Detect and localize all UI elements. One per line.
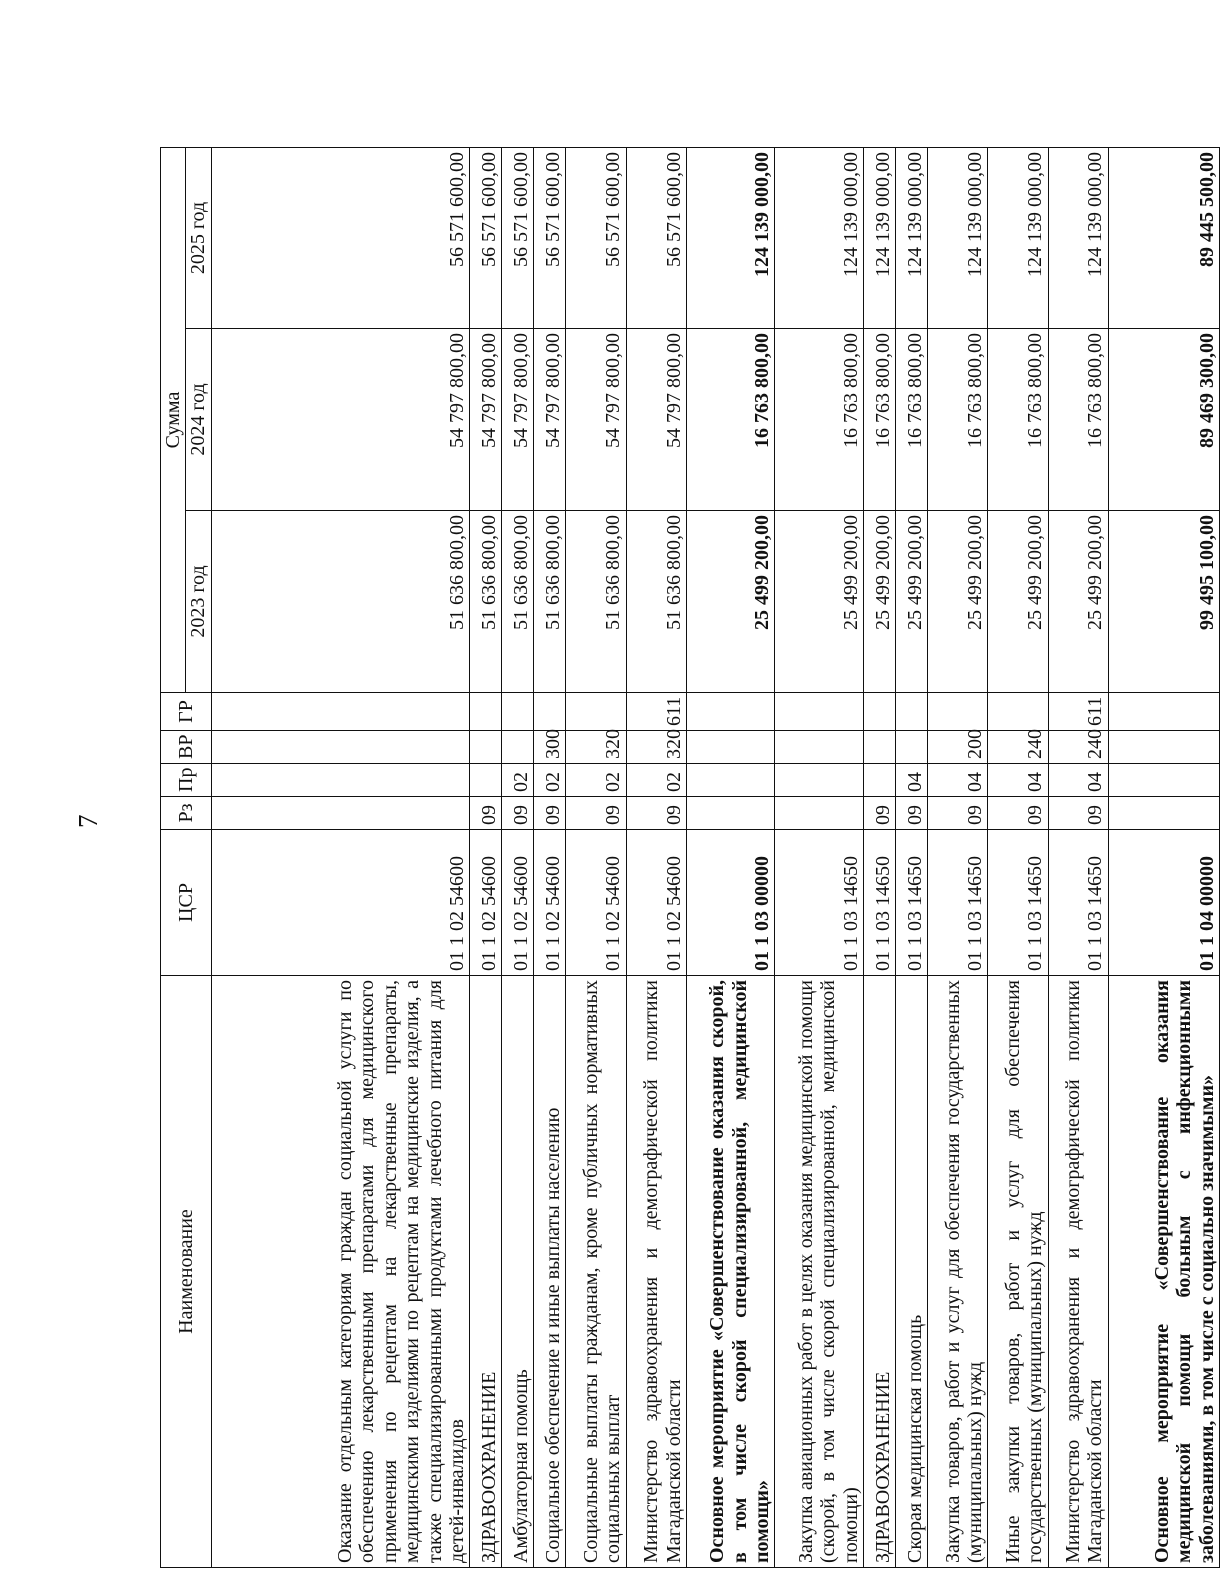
- budget-table-container: [160, 148, 1220, 1568]
- cell-csr: 01 1 02 54600: [534, 830, 566, 976]
- cell-y2025: 56 571 600,00: [626, 147, 686, 328]
- header-2023: 2023 год: [186, 511, 211, 693]
- cell-y2025: 124 139 000,00: [928, 147, 988, 328]
- cell-rz: 09: [626, 797, 686, 830]
- cell-y2023: 51 636 800,00: [566, 511, 626, 693]
- cell-vr: 240: [988, 731, 1048, 764]
- cell-pr: 04: [928, 764, 988, 797]
- table-row: [502, 147, 534, 1567]
- cell-y2024: 54 797 800,00: [502, 329, 534, 511]
- table-row: [1108, 147, 1219, 1567]
- cell-pr: 02: [626, 764, 686, 797]
- cell-vr: [470, 731, 502, 764]
- table-row: [775, 147, 864, 1567]
- cell-vr: [1108, 731, 1219, 764]
- cell-gr: [864, 693, 896, 731]
- cell-vr: 320: [626, 731, 686, 764]
- cell-y2025: 124 139 000,00: [686, 147, 775, 328]
- cell-pr: [686, 764, 775, 797]
- cell-csr: 01 1 02 54600: [566, 830, 626, 976]
- cell-vr: 300: [534, 731, 566, 764]
- cell-name: Министерство здравоохранения и демографической политики Магаданской области: [1048, 976, 1108, 1568]
- cell-vr: 200: [928, 731, 988, 764]
- cell-csr: 01 1 03 14650: [775, 830, 864, 976]
- cell-rz: 09: [864, 797, 896, 830]
- cell-y2024: 16 763 800,00: [988, 329, 1048, 511]
- header-csr: ЦСР: [161, 830, 212, 976]
- cell-rz: [775, 797, 864, 830]
- cell-y2024: 54 797 800,00: [534, 329, 566, 511]
- cell-y2025: 56 571 600,00: [211, 147, 470, 328]
- cell-name: Оказание отдельным категориям граждан социальной услуги по обеспечению лекарственными препаратами для медицинского применения по рецептам на лекарственные препараты, медицинскими изделиями по рецептам на медицинские изделия, а также специализированными продуктами лечебного питания для детей-инвалидов: [211, 976, 470, 1568]
- cell-vr: [896, 731, 928, 764]
- cell-vr: [686, 731, 775, 764]
- cell-y2025: 56 571 600,00: [502, 147, 534, 328]
- cell-y2024: 16 763 800,00: [928, 329, 988, 511]
- cell-vr: 240: [1048, 731, 1108, 764]
- cell-y2024: 54 797 800,00: [470, 329, 502, 511]
- cell-rz: [211, 797, 470, 830]
- cell-name: Иные закупки товаров, работ и услуг для обеспечения государственных (муниципальных) нужд: [988, 976, 1048, 1568]
- cell-gr: [686, 693, 775, 731]
- cell-y2024: 54 797 800,00: [566, 329, 626, 511]
- cell-y2023: 51 636 800,00: [534, 511, 566, 693]
- cell-pr: [864, 764, 896, 797]
- cell-y2024: 89 469 300,00: [1108, 329, 1219, 511]
- cell-y2023: 51 636 800,00: [470, 511, 502, 693]
- cell-csr: 01 1 04 00000: [1108, 830, 1219, 976]
- cell-pr: 04: [988, 764, 1048, 797]
- cell-y2024: 54 797 800,00: [211, 329, 470, 511]
- cell-rz: 09: [928, 797, 988, 830]
- cell-name: Закупка авиационных работ в целях оказания медицинской помощи (скорой, в том числе скорой специализированной, медицинской помощи): [775, 976, 864, 1568]
- cell-gr: [502, 693, 534, 731]
- cell-name: Основное мероприятие «Совершенствование оказания скорой, в том числе скорой специализированной, медицинской помощи»: [686, 976, 775, 1568]
- cell-y2023: 25 499 200,00: [864, 511, 896, 693]
- cell-y2023: 25 499 200,00: [896, 511, 928, 693]
- header-2024: 2024 год: [186, 329, 211, 511]
- cell-csr: 01 1 02 54600: [502, 830, 534, 976]
- cell-pr: [211, 764, 470, 797]
- cell-csr: 01 1 03 14650: [864, 830, 896, 976]
- cell-y2024: 16 763 800,00: [686, 329, 775, 511]
- cell-y2023: 51 636 800,00: [211, 511, 470, 693]
- cell-rz: 09: [470, 797, 502, 830]
- cell-rz: 09: [1048, 797, 1108, 830]
- cell-name: Министерство здравоохранения и демографической политики Магаданской области: [626, 976, 686, 1568]
- cell-pr: [470, 764, 502, 797]
- cell-pr: 04: [896, 764, 928, 797]
- cell-y2025: 124 139 000,00: [896, 147, 928, 328]
- cell-y2023: 51 636 800,00: [626, 511, 686, 693]
- table-row: [566, 147, 626, 1567]
- budget-table: [160, 147, 1220, 1568]
- cell-gr: [566, 693, 626, 731]
- cell-gr: [928, 693, 988, 731]
- cell-y2024: 16 763 800,00: [1048, 329, 1108, 511]
- cell-pr: 04: [1048, 764, 1108, 797]
- cell-csr: 01 1 02 54600: [211, 830, 470, 976]
- cell-rz: [686, 797, 775, 830]
- cell-rz: 09: [988, 797, 1048, 830]
- cell-name: Закупка товаров, работ и услуг для обеспечения государственных (муниципальных) нужд: [928, 976, 988, 1568]
- header-name: Наименование: [161, 976, 212, 1568]
- cell-y2023: 99 495 100,00: [1108, 511, 1219, 693]
- header-vr: ВР: [161, 731, 212, 764]
- table-row: [896, 147, 928, 1567]
- table-row: [988, 147, 1048, 1567]
- cell-y2023: 25 499 200,00: [775, 511, 864, 693]
- cell-gr: [470, 693, 502, 731]
- cell-name: Амбулаторная помощь: [502, 976, 534, 1568]
- cell-gr: [1108, 693, 1219, 731]
- cell-y2023: 25 499 200,00: [1048, 511, 1108, 693]
- cell-pr: [775, 764, 864, 797]
- header-2025: 2025 год: [186, 147, 211, 328]
- cell-y2025: 56 571 600,00: [534, 147, 566, 328]
- cell-y2025: 124 139 000,00: [1048, 147, 1108, 328]
- table-row: [686, 147, 775, 1567]
- cell-gr: [775, 693, 864, 731]
- cell-y2025: 124 139 000,00: [864, 147, 896, 328]
- cell-rz: 09: [896, 797, 928, 830]
- cell-name: Социальные выплаты гражданам, кроме публичных нормативных социальных выплат: [566, 976, 626, 1568]
- cell-y2025: 89 445 500,00: [1108, 147, 1219, 328]
- cell-y2023: 25 499 200,00: [928, 511, 988, 693]
- cell-y2024: 16 763 800,00: [864, 329, 896, 511]
- cell-gr: [211, 693, 470, 731]
- header-pr: Пр: [161, 764, 212, 797]
- table-row: [534, 147, 566, 1567]
- cell-y2025: 124 139 000,00: [775, 147, 864, 328]
- cell-name: Скорая медицинская помощь: [896, 976, 928, 1568]
- cell-csr: 01 1 02 54600: [470, 830, 502, 976]
- cell-csr: 01 1 02 54600: [626, 830, 686, 976]
- cell-gr: 611: [626, 693, 686, 731]
- cell-pr: [1108, 764, 1219, 797]
- cell-csr: 01 1 03 14650: [928, 830, 988, 976]
- table-row: [1048, 147, 1108, 1567]
- table-header: [161, 147, 212, 1567]
- cell-rz: [1108, 797, 1219, 830]
- cell-rz: 09: [502, 797, 534, 830]
- cell-y2023: 25 499 200,00: [988, 511, 1048, 693]
- cell-csr: 01 1 03 00000: [686, 830, 775, 976]
- header-sum: Сумма: [161, 147, 186, 692]
- cell-csr: 01 1 03 14650: [896, 830, 928, 976]
- cell-name: Основное мероприятие «Совершенствование оказания медицинской помощи больным с инфекционными заболеваниями, в том числе с социально значимыми»: [1108, 976, 1219, 1568]
- header-gr: ГР: [161, 693, 212, 731]
- cell-vr: [211, 731, 470, 764]
- cell-gr: 611: [1048, 693, 1108, 731]
- cell-y2024: 16 763 800,00: [896, 329, 928, 511]
- table-row: [626, 147, 686, 1567]
- cell-name: Социальное обеспечение и иные выплаты населению: [534, 976, 566, 1568]
- cell-pr: 02: [502, 764, 534, 797]
- cell-gr: [896, 693, 928, 731]
- cell-y2025: 56 571 600,00: [470, 147, 502, 328]
- cell-name: ЗДРАВООХРАНЕНИЕ: [864, 976, 896, 1568]
- cell-y2023: 51 636 800,00: [502, 511, 534, 693]
- cell-y2024: 54 797 800,00: [626, 329, 686, 511]
- table-row: [928, 147, 988, 1567]
- cell-name: ЗДРАВООХРАНЕНИЕ: [470, 976, 502, 1568]
- cell-y2023: 25 499 200,00: [686, 511, 775, 693]
- page-number: 7: [73, 814, 103, 828]
- cell-gr: [988, 693, 1048, 731]
- cell-vr: [502, 731, 534, 764]
- cell-pr: 02: [566, 764, 626, 797]
- cell-rz: 09: [566, 797, 626, 830]
- table-row: [470, 147, 502, 1567]
- cell-rz: 09: [534, 797, 566, 830]
- cell-csr: 01 1 03 14650: [1048, 830, 1108, 976]
- table-body: [211, 147, 1219, 1567]
- cell-csr: 01 1 03 14650: [988, 830, 1048, 976]
- cell-vr: [775, 731, 864, 764]
- table-row: [211, 147, 470, 1567]
- cell-pr: 02: [534, 764, 566, 797]
- cell-y2025: 124 139 000,00: [988, 147, 1048, 328]
- table-row: [864, 147, 896, 1567]
- cell-vr: 320: [566, 731, 626, 764]
- cell-y2024: 16 763 800,00: [775, 329, 864, 511]
- cell-y2025: 56 571 600,00: [566, 147, 626, 328]
- cell-vr: [864, 731, 896, 764]
- header-rz: Рз: [161, 797, 212, 830]
- cell-gr: [534, 693, 566, 731]
